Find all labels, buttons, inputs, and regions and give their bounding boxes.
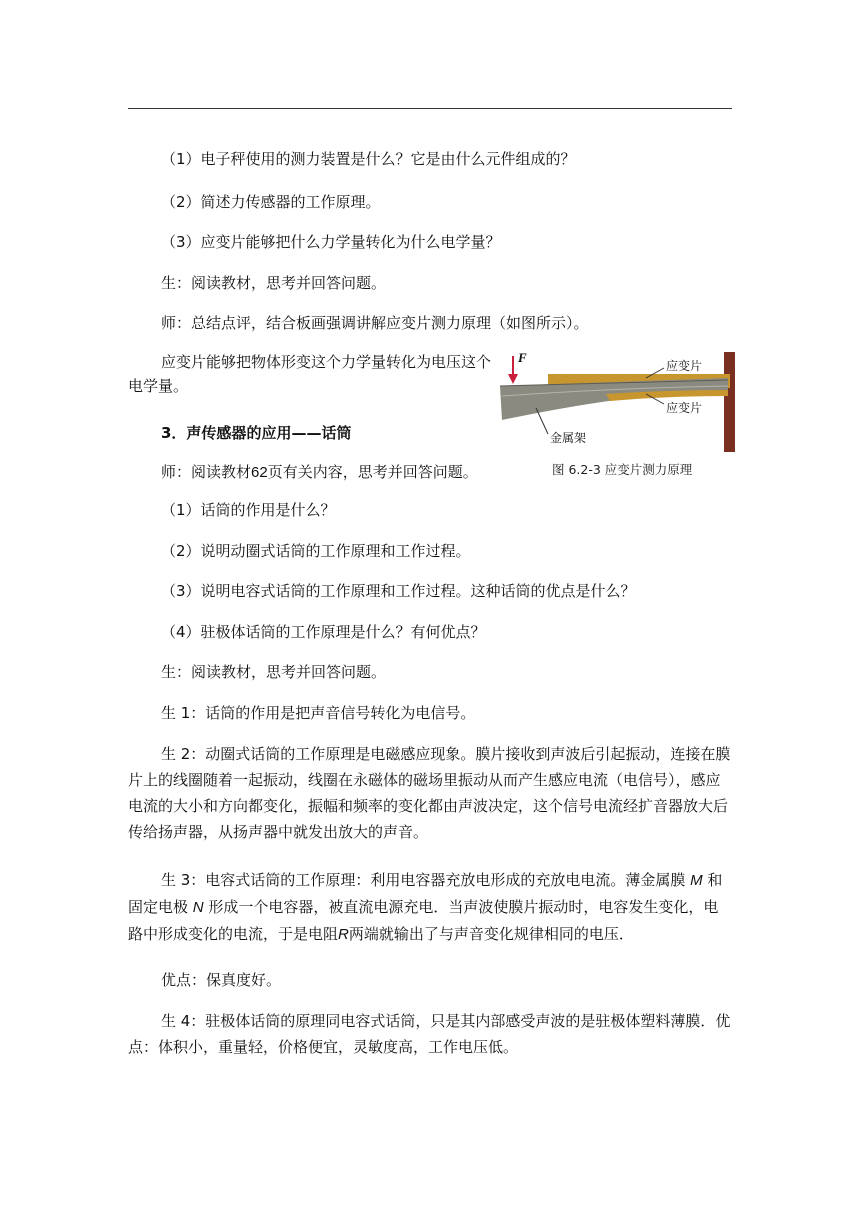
answer3-part4: 两端就输出了与声音变化规律相同的电压． [348,925,634,943]
answer3-part2: 和固定电极 [128,871,723,916]
teacher-summary: 师：总结点评，结合板画强调讲解应变片测力原理（如图所示）。 [161,314,589,332]
force-arrow-head [508,374,518,384]
strain-gauge-diagram [496,346,740,458]
header-rule [128,108,732,109]
metal-frame-label: 金属架 [550,431,587,445]
question-1-2: （2）简述力传感器的工作原理。 [161,193,381,211]
variable-m: M [690,872,703,889]
support-post [724,352,735,452]
question-2-2: （2）说明动圈式话筒的工作原理和工作过程。 [161,542,471,560]
strain-gauge-figure [496,346,740,482]
question-2-3: （3）说明电容式话筒的工作原理和工作过程。这种话筒的优点是什么？ [161,582,636,600]
teacher-read-after: 页有关内容，思考并回答问题。 [267,463,478,481]
answer3-part3: 形成一个电容器，被直流电源充电．当声波使膜片振动时，电容发生变化，电路中形成变化的电流，于是电阻 [128,898,719,943]
teacher-read-instruction [128,460,488,485]
student-answer-2: 生 2：动圈式话筒的工作原理是电磁感应现象。膜片接收到声波后引起振动，连接在膜片上的线圈随着一起振动，线圈在永磁体的磁场里振动从而产生感应电流（电信号），感应电流的大小和方向都变化，振幅和频率的变化都由声波决定，这个信号电流经扩音器放大后传给扬声器，从扬声器中就发出放大的声音。 [128,745,731,841]
strain-gauge-answer: 应变片能够把物体形变这个力学量转化为电压这个电学量。 [128,353,492,395]
student-response-2: 生：阅读教材，思考并回答问题。 [161,663,387,681]
answer3-part1: 生 3：电容式话筒的工作原理：利用电容器充放电形成的充放电电流。薄金属膜 [161,871,686,889]
teacher-read-before: 师：阅读教材 [161,463,252,481]
strain-gauge-bottom-label: 应变片 [666,401,703,415]
question-1-1: （1）电子秤使用的测力装置是什么？它是由什么元件组成的？ [161,150,576,168]
section-3-title: 3．声传感器的应用——话筒 [161,424,352,442]
teacher-read-page: 62 [251,464,268,481]
variable-r: R [338,926,349,943]
question-1-3: （3）应变片能够把什么力学量转化为什么电学量？ [161,233,501,251]
advantage-note: 优点：保真度好。 [161,971,282,989]
student-answer-3 [128,867,732,948]
question-2-4: （4）驻极体话筒的工作原理是什么？有何优点？ [161,623,486,641]
force-label: F [518,350,527,365]
student-answer-4: 生 4：驻极体话筒的原理同电容式话筒，只是其内部感受声波的是驻极体塑料薄膜．优点：体积小，重量轻，价格便宜，灵敏度高，工作电压低。 [128,1012,731,1056]
student-response: 生：阅读教材，思考并回答问题。 [161,274,387,292]
figure-caption: 图 6.2-3 应变片测力原理 [552,462,693,477]
variable-n: N [192,899,204,916]
student-answer-1: 生 1：话筒的作用是把声音信号转化为电信号。 [161,704,476,722]
question-2-1: （1）话筒的作用是什么？ [161,501,336,519]
strain-gauge-top-label: 应变片 [666,359,703,373]
